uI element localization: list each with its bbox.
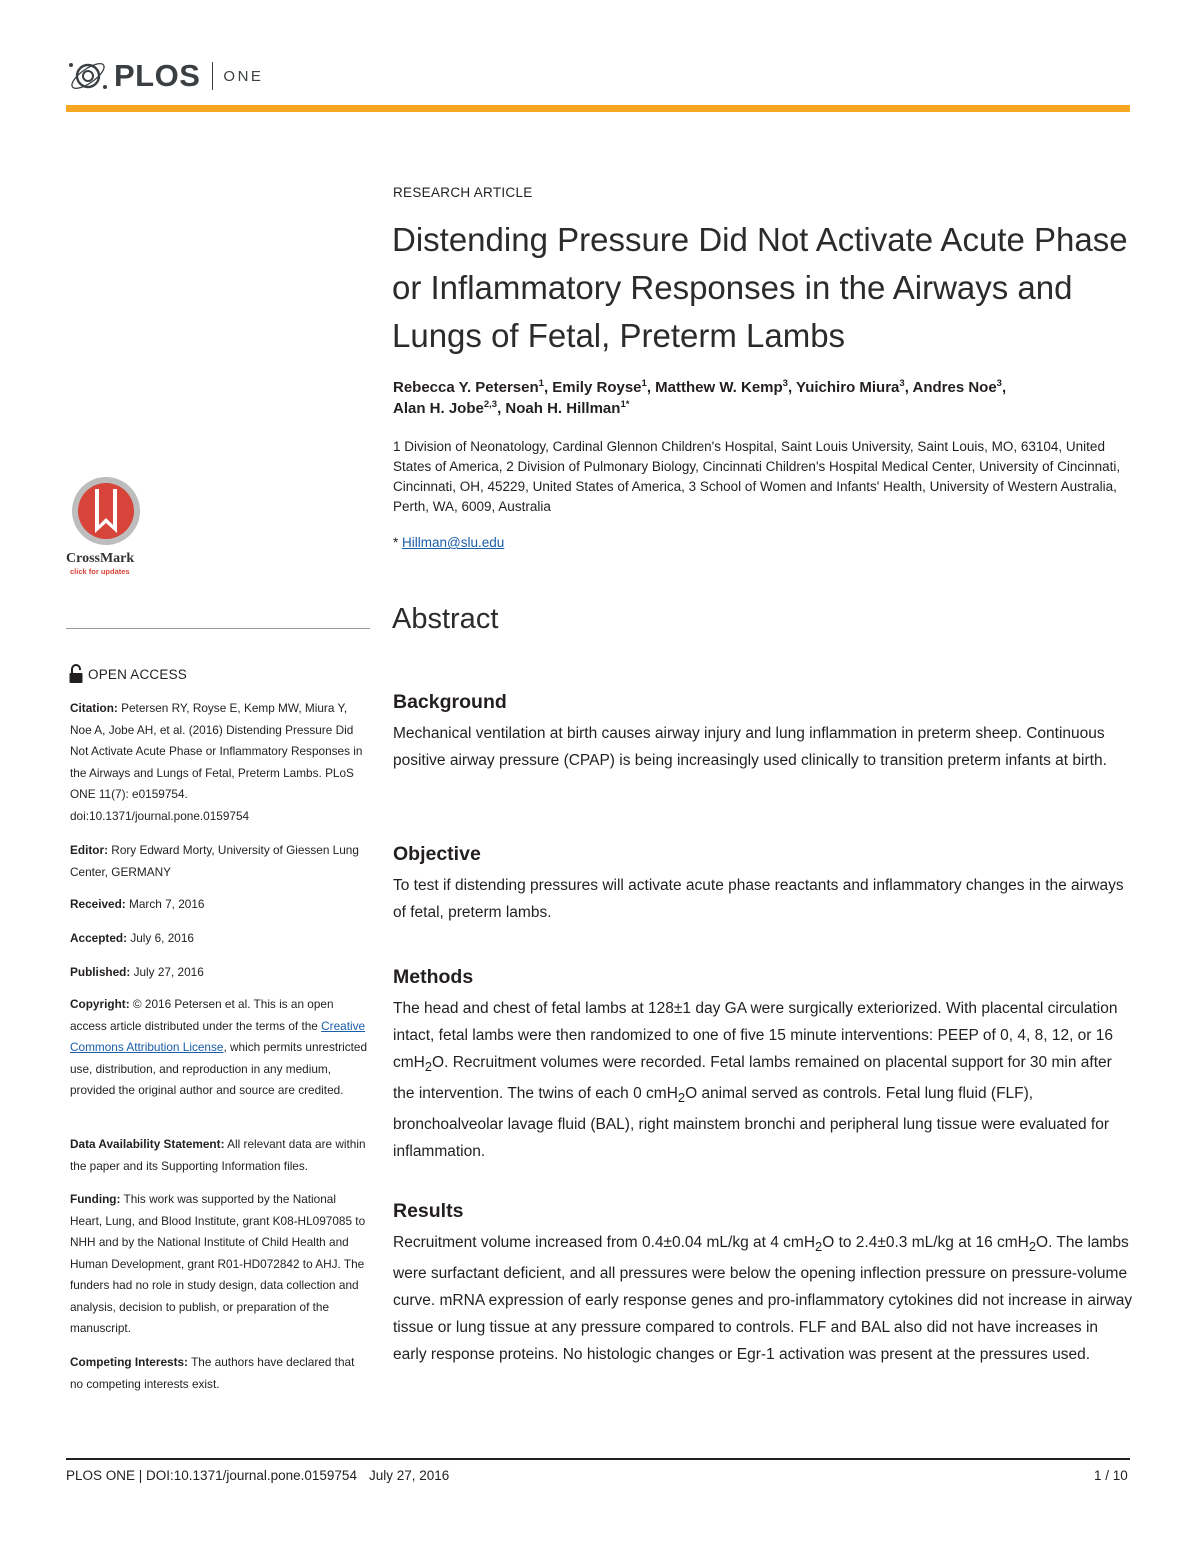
funding-block <box>70 1189 370 1340</box>
logo-divider <box>212 62 213 90</box>
author-name[interactable]: Emily Royse$^1$ <box>552 378 647 396</box>
abstract-methods <box>393 966 1133 1165</box>
section-heading: Background <box>393 691 507 713</box>
section-heading: Results <box>393 1200 464 1222</box>
funding-text: This work was supported by the National Heart, Lung, and Blood Institute, grant K08-HL097085 to NHH and by the National Institute of Child Health and Human Development, grant R01-HD072842 to AHJ. The funders had no role in study design, data collection and analysis, decision to publish, or preparation of the manuscript. <box>70 1192 366 1335</box>
published-label: Published: <box>70 965 131 979</box>
citation-block <box>70 698 370 827</box>
editor-text: Rory Edward Morty, University of Giessen Lung Center, GERMANY <box>70 843 359 879</box>
page-number: 1 / 10 <box>1094 1468 1128 1483</box>
section-text: Recruitment volume increased from 0.4±0.04 mL/kg at 4 cmH$_2$O to 2.4±0.3 mL/kg at 16 cmH$_2$O. The lambs were surfactant deficient, and all pressures were below the opening inflection pressure on pressure-volume curve. mRNA expression of early response genes and pro-inflammatory cytokines did not increase in airway tissue or lung tissue at any pressure compared to controls. FLF and BAL also did not have increases in early response proteins. No histologic changes or Egr-1 activation was present at the pressures used. <box>393 1234 1133 1364</box>
footer-divider <box>66 1458 1130 1460</box>
funding-label: Funding: <box>70 1192 121 1206</box>
competing-interests-text: The authors have declared that no competing interests exist. <box>70 1355 355 1391</box>
open-access-badge <box>68 664 187 684</box>
received-label: Received: <box>70 897 126 911</box>
received-block <box>70 894 370 916</box>
accepted-date: July 6, 2016 <box>130 931 194 945</box>
author-name[interactable]: Yuichiro Miura$^3$ <box>796 378 905 396</box>
section-text: Mechanical ventilation at birth causes airway injury and lung inflammation in preterm sheep. Continuous positive airway pressure (CPAP) is being increasingly used clinically to transition preterm infants at birth. <box>393 725 1107 769</box>
abstract-results <box>393 1200 1133 1368</box>
section-heading: Methods <box>393 966 474 988</box>
license-link[interactable]: Creative Commons Attribution License <box>70 1018 366 1054</box>
accepted-label: Accepted: <box>70 931 128 945</box>
abstract-heading: Abstract <box>392 603 499 635</box>
footer-citation <box>66 1468 449 1483</box>
published-date: July 27, 2016 <box>133 965 204 979</box>
section-text: To test if distending pressures will activate acute phase reactants and inflammatory changes in the airways of fetal, preterm lambs. <box>393 877 1124 921</box>
data-availability-text: All relevant data are within the paper and its Supporting Information files. <box>70 1137 366 1173</box>
footer-date: July 27, 2016 <box>368 1468 450 1483</box>
article-type: RESEARCH ARTICLE <box>393 185 533 200</box>
editor-label: Editor: <box>70 843 109 857</box>
open-access-label: OPEN ACCESS <box>88 666 187 682</box>
author-name[interactable]: Matthew W. Kemp$^3$ <box>655 378 788 396</box>
author-list: Rebecca Y. Petersen$^1$, Emily Royse$^1$, Matthew W. Kemp$^3$, Yuichiro Miura$^3$, Andres Noe$^3$, Alan H. Jobe$^{2,3}$, Noah H. Hillman$^{1*}$ <box>393 378 1007 417</box>
article-title: Distending Pressure Did Not Activate Acute Phase or Inflammatory Responses in the Airways and Lungs of Fetal, Preterm Lambs <box>392 221 1128 354</box>
copyright-block <box>70 994 370 1102</box>
competing-interests-block <box>70 1352 370 1395</box>
author-name[interactable]: Noah H. Hillman$^{1*}$ <box>505 399 630 417</box>
plos-logo-icon <box>66 56 110 96</box>
copyright-text-continued: , which permits unrestricted use, distribution, and reproduction in any medium, provided the original author and source are credited. <box>70 1040 368 1097</box>
affiliations: 1 Division of Neonatology, Cardinal Glennon Children's Hospital, Saint Louis University, Saint Louis, MO, 63104, United States of America, 2 Division of Pulmonary Biology, Cincinnati Children's Hospital Medical Center, University of Cincinnati, Cincinnati, OH, 45229, United States of America, 3 School of Women and Infants' Health, University of Western Australia, Perth, WA, 6009, Australia <box>393 439 1121 514</box>
journal-logo[interactable] <box>66 56 263 96</box>
author-name[interactable]: Andres Noe$^3$ <box>912 378 1002 396</box>
crossmark-subtext: click for updates <box>70 567 130 576</box>
logo-wordmark: PLOS <box>114 58 201 93</box>
footer-doi: PLOS ONE | DOI:10.1371/journal.pone.0159754 <box>66 1468 357 1483</box>
crossmark-badge[interactable] <box>66 475 152 576</box>
editor-block <box>70 840 370 883</box>
crossmark-icon <box>66 475 152 549</box>
correspondence-marker: * <box>393 535 399 550</box>
correspondence <box>393 535 504 550</box>
crossmark-label: CrossMark <box>66 551 135 566</box>
copyright-text: © 2016 Petersen et al. This is an open access article distributed under the terms of the <box>70 997 334 1033</box>
published-block <box>70 962 370 984</box>
received-date: March 7, 2016 <box>129 897 205 911</box>
competing-interests-label: Competing Interests: <box>70 1355 188 1369</box>
section-text: The head and chest of fetal lambs at 128±1 day GA were surgically exteriorized. With placental circulation intact, fetal lambs were then randomized to one of five 15 minute interventions: PEEP of 0, 4, 8, 12, or 16 cmH$_2$O. Recruitment volumes were recorded. Fetal lambs remained on placental support for 30 min after the intervention. The twins of each 0 cmH$_2$O animal served as controls. Fetal lung fluid (FLF), bronchoalveolar lavage fluid (BAL), right mainstem bronchi and peripheral lung tissue were evaluated for inflammation. <box>393 1000 1118 1161</box>
correspondence-email-link[interactable]: Hillman@slu.edu <box>402 535 505 550</box>
author-name[interactable]: Alan H. Jobe$^{2,3}$ <box>393 399 498 417</box>
header-accent-bar <box>66 105 1130 112</box>
citation-text: Petersen RY, Royse E, Kemp MW, Miura Y, Noe A, Jobe AH, et al. (2016) Distending Pressure Did Not Activate Acute Phase or Inflammatory Responses in the Airways and Lungs of Fetal, Preterm Lambs. PLoS ONE 11(7): e0159754. doi:10.1371/journal.pone.0159754 <box>70 701 363 823</box>
abstract-background <box>393 691 1133 774</box>
section-heading: Objective <box>393 843 481 865</box>
sidebar-divider <box>66 628 370 629</box>
logo-journal-name: ONE <box>223 67 264 85</box>
data-availability-label: Data Availability Statement: <box>70 1137 225 1151</box>
data-availability-block <box>70 1134 370 1177</box>
accepted-block <box>70 928 370 950</box>
copyright-label: Copyright: <box>70 997 130 1011</box>
citation-label: Citation: <box>70 701 118 715</box>
open-lock-icon <box>68 664 84 684</box>
abstract-objective <box>393 843 1133 926</box>
author-name[interactable]: Rebecca Y. Petersen$^1$ <box>393 378 544 396</box>
